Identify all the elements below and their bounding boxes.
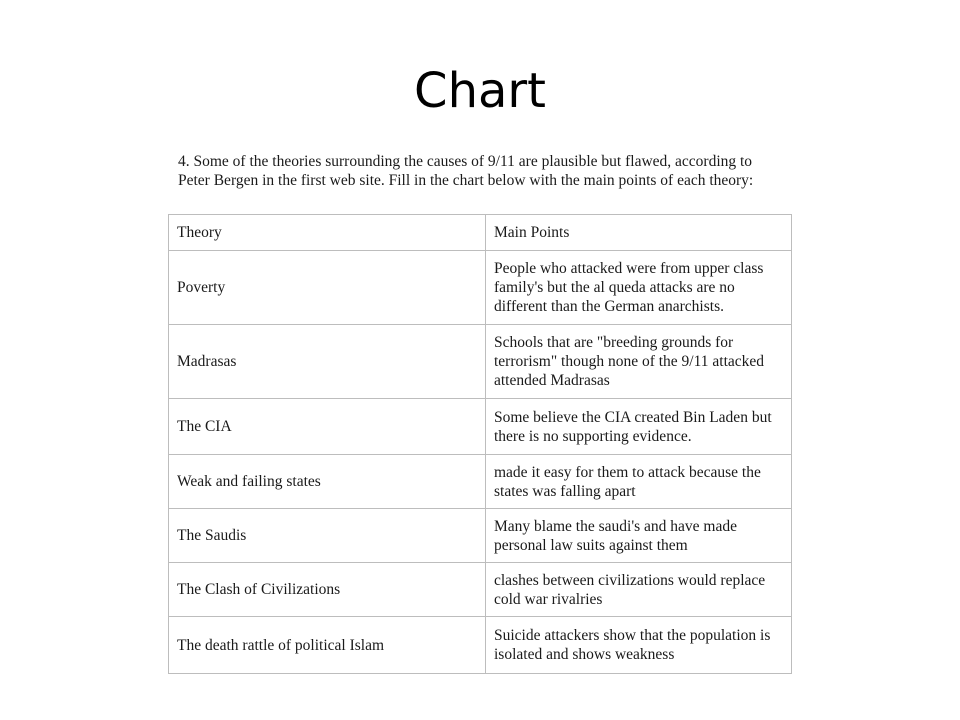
points-cell: People who attacked were from upper class family's but the al queda attacks are no different than the German anarchists.: [486, 251, 792, 325]
question-text: 4. Some of the theories surrounding the causes of 9/11 are plausible but flawed, according to Peter Bergen in the first web site. Fill in the chart below with the main points of each theory:: [178, 153, 754, 189]
theory-cell: Madrasas: [169, 325, 486, 399]
points-cell: Suicide attackers show that the population is isolated and shows weakness: [486, 617, 792, 674]
points-cell: Many blame the saudi's and have made personal law suits against them: [486, 509, 792, 563]
table-row: [169, 617, 792, 674]
table-header-row: [169, 215, 792, 251]
theory-cell: Poverty: [169, 251, 486, 325]
document-image: [168, 152, 792, 674]
table-row: [169, 399, 792, 455]
table-row: [169, 325, 792, 399]
theory-cell: The death rattle of political Islam: [169, 617, 486, 674]
table-row: [169, 563, 792, 617]
points-cell: made it easy for them to attack because the states was falling apart: [486, 455, 792, 509]
points-cell: Schools that are "breeding grounds for terrorism" though none of the 9/11 attacked attended Madrasas: [486, 325, 792, 399]
table-row: [169, 509, 792, 563]
header-theory: Theory: [169, 215, 486, 251]
points-cell: Some believe the CIA created Bin Laden but there is no supporting evidence.: [486, 399, 792, 455]
theory-cell: Weak and failing states: [169, 455, 486, 509]
theory-cell: The Saudis: [169, 509, 486, 563]
header-main-points: Main Points: [486, 215, 792, 251]
table-row: [169, 455, 792, 509]
table-row: [169, 251, 792, 325]
theory-cell: The Clash of Civilizations: [169, 563, 486, 617]
theory-table: [168, 214, 792, 674]
theory-cell: The CIA: [169, 399, 486, 455]
points-cell: clashes between civilizations would replace cold war rivalries: [486, 563, 792, 617]
slide-title: Chart: [414, 63, 546, 119]
